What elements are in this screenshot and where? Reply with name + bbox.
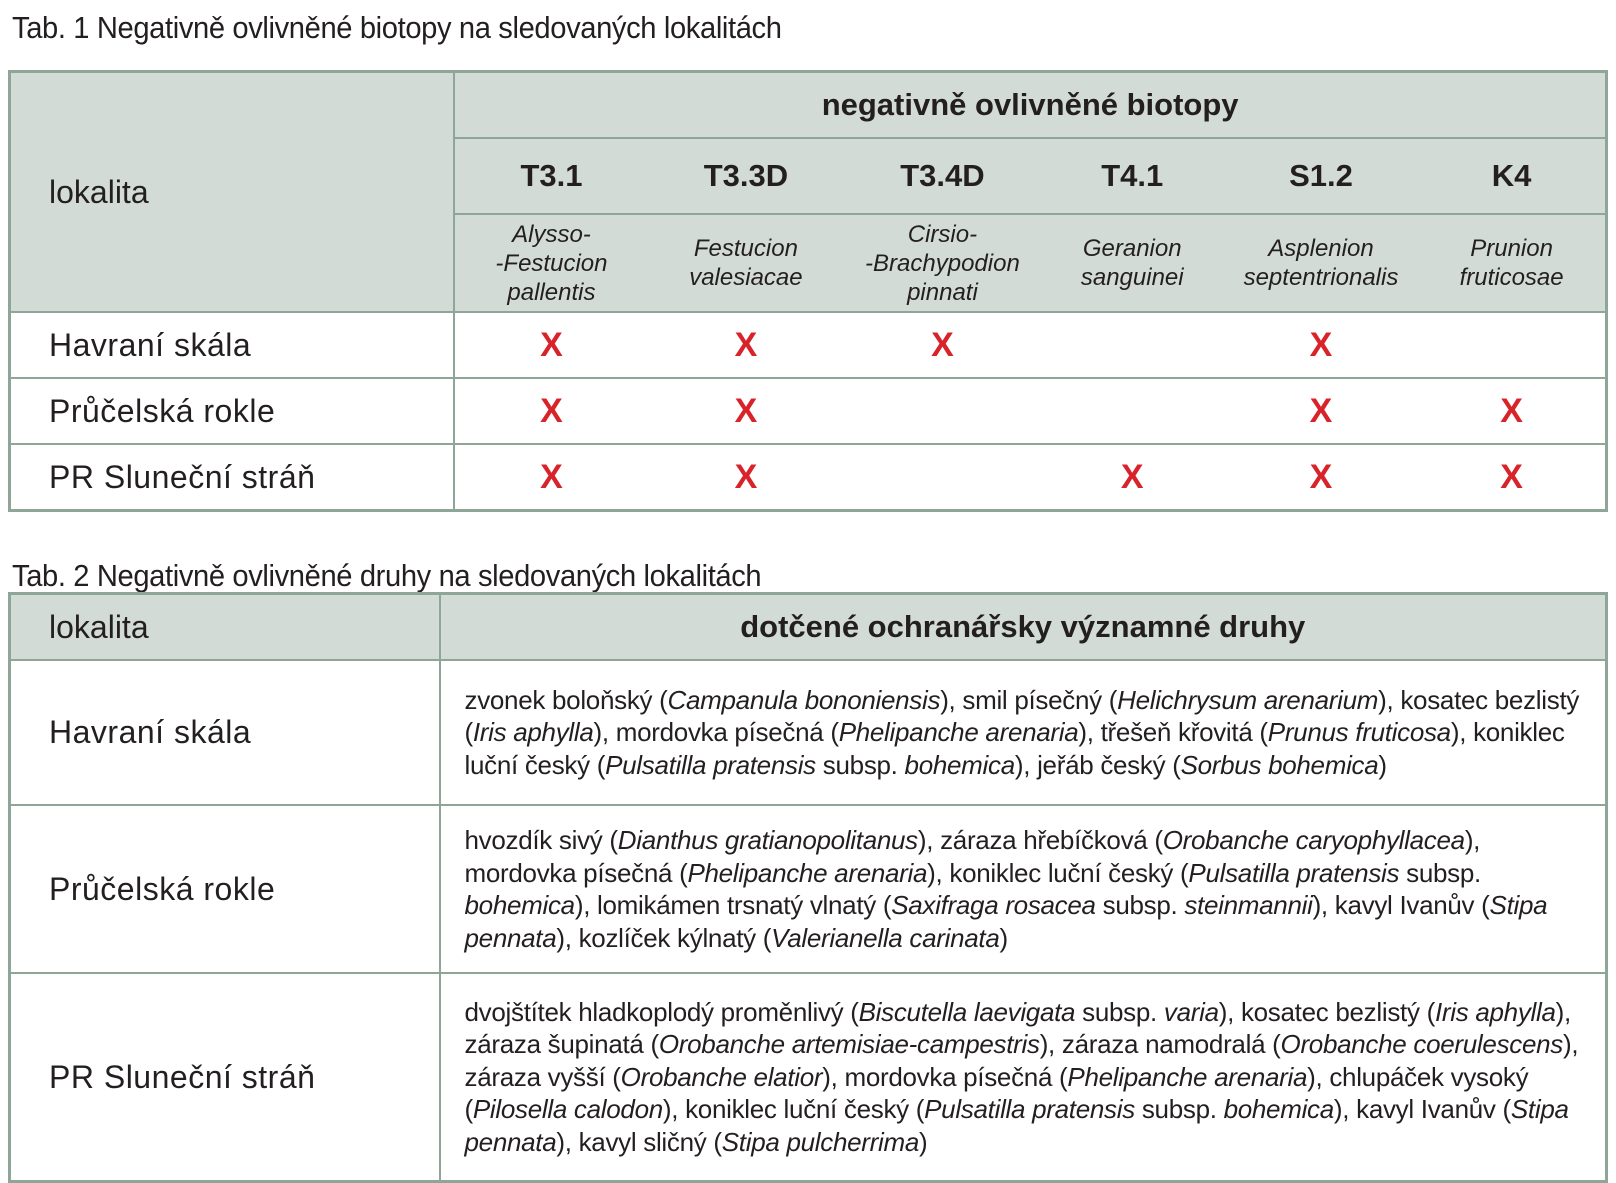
mark-cell [1418,378,1606,444]
biotope-code: T3.1 [454,138,647,214]
mark-cell [648,378,845,444]
species-latin-name: Phelipanche arenaria [687,857,928,888]
species-latin-name: varia [1163,996,1219,1027]
species-latin-name: Valerianella carinata [771,922,1000,953]
species-latin-name: Iris aphylla [472,717,594,748]
biotope-name [1041,214,1224,312]
biotope-name-line: sanguinei [1080,264,1184,291]
table1-caption: Tab. 1 Negativně ovlivněné biotopy na sledovaných lokalitách [12,10,782,45]
species-latin-name: Sorbus bohemica [1180,749,1379,780]
table2-species-header: dotčené ochranářsky významné druhy [440,594,1607,661]
location-cell: Havraní skála [10,660,440,805]
biotope-name [1224,214,1418,312]
location-cell: PR Sluneční stráň [10,973,440,1182]
x-mark-icon: X [1500,391,1523,430]
species-text: zvonek boloňský ( [464,684,668,715]
table-row [10,444,1607,511]
mark-cell [454,312,647,378]
species-text: ), kavyl sličný ( [556,1126,722,1157]
species-text: hvozdík sivý ( [464,825,618,855]
mark-cell [1418,444,1606,511]
mark-cell [844,378,1041,444]
biotope-name [454,214,647,312]
table1-location-header: lokalita [10,72,455,313]
location-cell: Průčelská rokle [10,378,455,444]
species-latin-name: Prunus fruticosa [1267,717,1451,748]
mark-cell [1418,312,1606,378]
location-cell: Havraní skála [10,312,455,378]
table-row [10,805,1607,973]
biotope-name-line: -Festucion [495,249,608,277]
species-latin-name: Helichrysum arenarium [1117,684,1379,715]
mark-cell [844,312,1041,378]
species-latin-name: Biscutella laevigata [858,996,1076,1027]
mark-cell [1041,312,1224,378]
table-row [10,660,1607,805]
species-text: ), kozlíček kýlnatý ( [556,922,772,953]
species-table [8,592,1608,1183]
species-cell [440,973,1607,1182]
x-mark-icon: X [931,325,954,364]
species-latin-name: Pulsatilla pratensis [605,749,816,780]
species-text: ), kavyl Ivanův ( [1312,890,1490,920]
species-text: ), záraza hřebíčková ( [917,825,1163,855]
species-text: subsp. [815,749,905,780]
species-latin-name: bohemica [904,749,1015,780]
mark-cell [454,444,647,511]
x-mark-icon: X [734,457,758,496]
species-text: ), koniklec luční český ( [464,717,1565,780]
species-text: ) [918,1126,928,1157]
biotope-name-line: Geranion [1082,235,1182,262]
species-latin-name: Orobanche elatior [620,1061,823,1092]
table-row [10,312,1607,378]
biotope-name-line: Prunion [1470,235,1553,262]
species-latin-name: Stipa pennata [464,890,1548,953]
species-text: ), kosatec bezlistý ( [1218,996,1435,1027]
species-text: dvojštítek hladkoplodý proměnlivý ( [464,996,859,1027]
mark-cell [1224,444,1418,511]
table2-header-row [10,594,1607,661]
species-latin-name: Stipa pennata [464,1094,1569,1157]
table1-header-row [10,72,1607,139]
species-latin-name: Stipa pulcherrima [721,1126,919,1157]
x-mark-icon: X [734,325,758,364]
biotope-name [844,214,1041,312]
mark-cell [1224,378,1418,444]
x-mark-icon: X [540,325,563,364]
species-cell [440,805,1607,973]
biotope-name-line: pinnati [907,278,978,306]
species-latin-name: Phelipanche arenaria [1067,1061,1308,1092]
species-latin-name: Orobanche coerulescens [1280,1029,1563,1060]
species-latin-name: steinmannii [1184,890,1313,920]
table1-group-header: negativně ovlivněné biotopy [454,72,1606,139]
species-text: ), mordovka písečná ( [593,717,839,748]
species-text: ), chlupáček vysoký ( [464,1061,1529,1125]
location-cell: PR Sluneční stráň [10,444,455,511]
biotope-name-line: Alysso- [512,220,591,248]
species-latin-name: bohemica [464,890,575,920]
biotope-name-line: fruticosae [1459,264,1564,291]
species-text: ), smil písečný ( [940,684,1118,715]
species-text: subsp. [1095,890,1185,920]
x-mark-icon: X [1309,457,1333,496]
biotope-code: T4.1 [1041,138,1224,214]
species-latin-name: Pulsatilla pratensis [924,1094,1135,1125]
biotope-code: T3.3D [648,138,845,214]
species-latin-name: Orobanche artemisiae-campestris [658,1029,1040,1060]
biotope-name-line: Asplenion [1268,235,1374,262]
species-latin-name: bohemica [1223,1094,1334,1125]
table2-location-header: lokalita [10,594,440,661]
biotope-name-line: pallentis [507,278,596,306]
mark-cell [1224,312,1418,378]
species-text: ), kosatec bezlistý ( [464,684,1580,748]
biotope-name-line: Festucion [693,235,798,262]
species-text: ), kavyl Ivanův ( [1333,1094,1511,1125]
mark-cell [454,378,647,444]
species-latin-name: Orobanche caryophyllacea [1162,825,1465,855]
species-latin-name: Iris aphylla [1434,996,1556,1027]
species-cell [440,660,1607,805]
location-cell: Průčelská rokle [10,805,440,973]
biotope-name-line: septentrionalis [1243,264,1399,291]
species-text: ), koniklec luční český ( [927,857,1189,888]
x-mark-icon: X [540,457,563,496]
species-text: ), záraza šupinatá ( [464,996,1571,1060]
biotope-name [1418,214,1606,312]
mark-cell [844,444,1041,511]
species-latin-name: Pulsatilla pratensis [1188,857,1400,888]
biotope-name-line: valesiacae [689,264,803,291]
species-latin-name: Campanula bononiensis [667,684,941,715]
species-text: ), koniklec luční český ( [662,1094,925,1125]
biotope-code: K4 [1418,138,1606,214]
species-latin-name: Phelipanche arenaria [838,717,1079,748]
biotope-code: S1.2 [1224,138,1418,214]
species-text: ), záraza namodralá ( [1039,1029,1281,1060]
species-text: subsp. [1134,1094,1224,1125]
biotope-name-line: Cirsio- [907,220,978,248]
x-mark-icon: X [1120,457,1144,496]
x-mark-icon: X [540,391,563,430]
table2-caption: Tab. 2 Negativně ovlivněné druhy na sledovaných lokalitách [12,558,762,593]
species-latin-name: Pilosella calodon [472,1094,663,1125]
species-text: ), záraza vyšší ( [464,1029,1579,1092]
species-text: ), mordovka písečná ( [822,1061,1068,1092]
mark-cell [648,312,845,378]
biotope-code: T3.4D [844,138,1041,214]
species-text: subsp. [1075,996,1164,1027]
species-text: ) [999,922,1008,953]
x-mark-icon: X [734,391,758,430]
table-row [10,973,1607,1182]
biotope-name [648,214,845,312]
biotope-name-line: -Brachypodion [865,249,1020,277]
species-text: ), jeřáb český ( [1014,749,1181,780]
species-latin-name: Dianthus gratianopolitanus [617,825,918,855]
species-latin-name: Saxifraga rosacea [891,890,1096,920]
species-text: ), třešeň křovitá ( [1078,717,1268,748]
table-row [10,378,1607,444]
biotopes-table [8,70,1608,512]
mark-cell [648,444,845,511]
species-text: subsp. [1399,857,1481,888]
x-mark-icon: X [1309,391,1333,430]
mark-cell [1041,444,1224,511]
x-mark-icon: X [1500,457,1523,496]
mark-cell [1041,378,1224,444]
species-text: ), lomikámen trsnatý vlnatý ( [574,890,892,920]
species-text: ) [1378,749,1387,780]
x-mark-icon: X [1309,325,1333,364]
species-text: ), mordovka písečná ( [464,825,1481,888]
